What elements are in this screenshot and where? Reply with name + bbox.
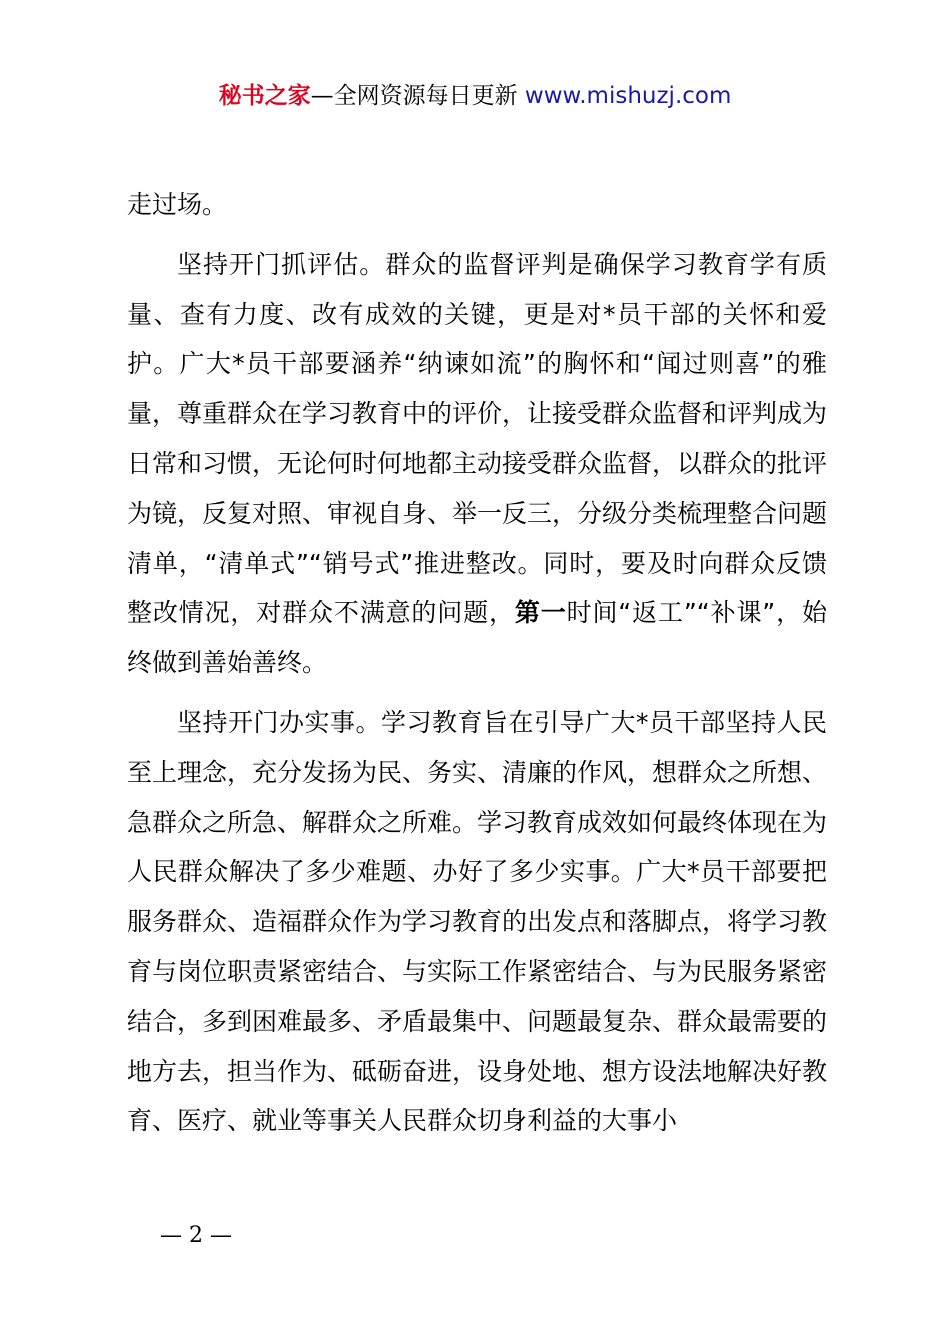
page-number: — 2 — [160, 1223, 232, 1248]
site-tagline: —全网资源每日更新 [310, 83, 518, 109]
document-body [127, 180, 827, 1146]
site-header [0, 80, 950, 112]
paragraph-text: 坚持开门抓评估。群众的监督评判是确保学习教育学有质量、查有力度、改有成效的关键，更是对*员干部的关怀和爱护。广大*员干部要涵养“纳谏如流”的胸怀和“闻过则喜”的雅量，尊重群众在学习教育中的评价，让接受群众监督和评判成为日常和习惯，无论何时何地都主动接受群众监督，以群众的批评为镜，反复对照、审视自身、举一反三，分级分类梳理整合问题清单，“清单式”“销号式”推进整改。同时，要及时向群众反馈整改情况，对群众不满意的问题， [127, 249, 828, 628]
site-url-link[interactable]: www.mishuzj.com [524, 83, 732, 109]
bold-emphasis: 第一 [514, 598, 567, 628]
paragraph-continuation: 走过场。 [127, 190, 228, 219]
paragraph-practical-matters: 坚持开门办实事。学习教育旨在引导广大*员干部坚持人民至上理念，充分发扬为民、务实、清廉的作风，想群众之所想、急群众之所急、解群众之所难。学习教育成效如何最终体现在为人民群众解决了多少难题、办好了多少实事。广大*员干部要把服务群众、造福群众作为学习教育的出发点和落脚点，将学习教育与岗位职责紧密结合、与实际工作紧密结合、与为民服务紧密结合，多到困难最多、矛盾最集中、问题最复杂、群众最需要的地方去，担当作为、砥砺奋进，设身处地、想方设法地解决好教育、医疗、就业等事关人民群众切身利益的大事小 [127, 707, 828, 1136]
paragraph-open-evaluation [127, 240, 827, 688]
paragraph-text: 时间“返工”“补课”，始终做到善始善终。 [127, 598, 827, 678]
site-brand: 秘书之家 [218, 83, 311, 109]
